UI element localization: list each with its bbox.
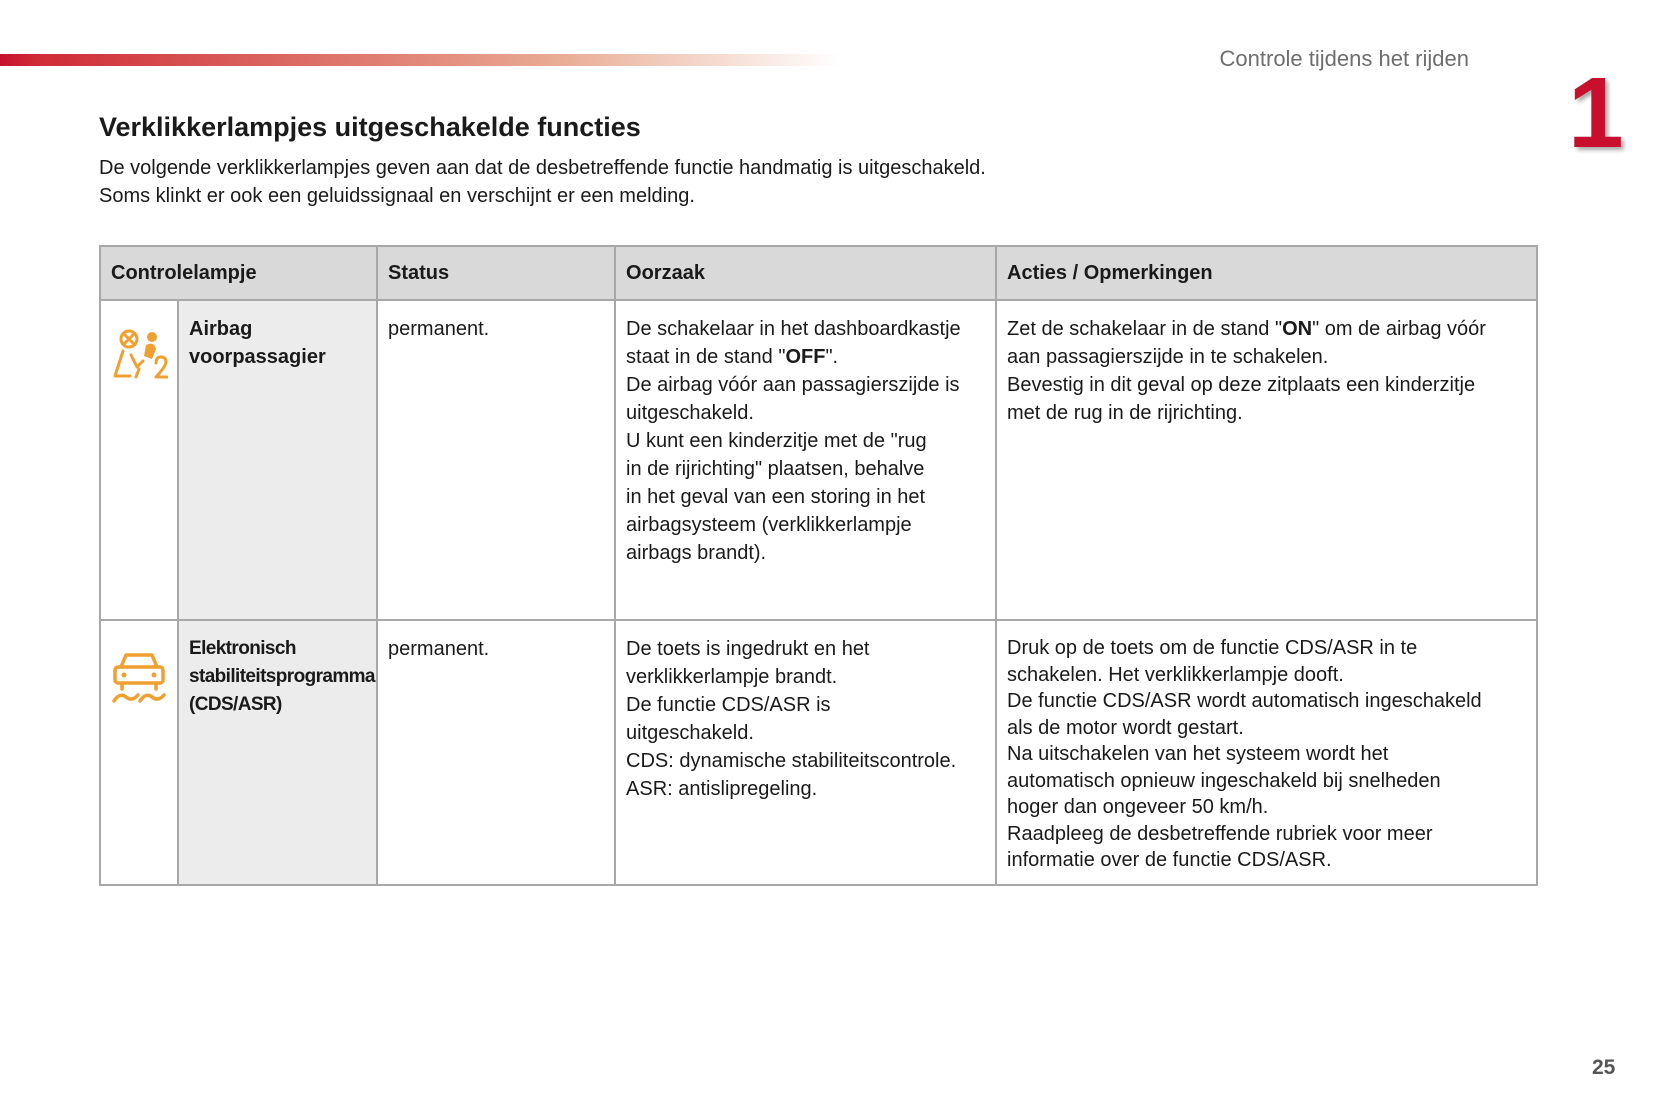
cause-text: staat in de stand " (626, 346, 786, 368)
icon-cell (100, 300, 178, 620)
cause-cell (615, 620, 996, 885)
cause-line: uitgeschakeld. (626, 722, 754, 744)
column-header-controlelampje: Controlelampje (100, 246, 377, 300)
lamp-name-line: stabiliteitsprogramma (189, 666, 375, 687)
action-line: Na uitschakelen van het systeem wordt het (1007, 743, 1389, 765)
action-line: automatisch opnieuw ingeschakeld bij snelheden (1007, 769, 1441, 792)
cause-line: De functie CDS/ASR is (626, 694, 831, 716)
action-line: schakelen. Het verklikkerlampje dooft. (1007, 663, 1344, 686)
warning-lamps-table (99, 245, 1538, 886)
cause-line (626, 343, 985, 371)
lamp-name-stability (178, 620, 377, 885)
cause-line: airbagsysteem (verklikkerlampje (626, 514, 912, 536)
off-label: OFF (785, 346, 826, 368)
actions-cell (996, 300, 1537, 620)
lamp-name-line: Airbag (189, 318, 253, 340)
action-line: hoger dan ongeveer 50 km/h. (1007, 796, 1269, 818)
cause-line: De toets is ingedrukt en het (626, 638, 870, 660)
intro-text (99, 154, 986, 210)
cause-line: in het geval van een storing in het (626, 486, 926, 508)
cause-line: CDS: dynamische stabiliteitscontrole. (626, 750, 957, 772)
lamp-name-line: voorpassagier (189, 346, 326, 368)
cause-line: airbags brandt). (626, 542, 767, 564)
action-line: aan passagierszijde in te schakelen. (1007, 346, 1329, 368)
column-header-oorzaak: Oorzaak (615, 246, 996, 300)
cause-cell (615, 300, 996, 620)
lamp-name-line: (CDS/ASR) (189, 694, 282, 715)
passenger-airbag-off-icon (110, 329, 168, 381)
action-line: met de rug in de rijrichting. (1007, 402, 1243, 424)
actions-cell (996, 620, 1537, 885)
action-line: als de motor wordt gestart. (1007, 716, 1244, 739)
section-title: Controle tijdens het rijden (1219, 46, 1469, 71)
column-header-status: Status (377, 246, 615, 300)
cause-line: De schakelaar in het dashboardkastje (626, 318, 961, 340)
table-row (100, 620, 1537, 885)
table-row (100, 300, 1537, 620)
cause-line: in de rijrichting" plaatsen, behalve (626, 458, 925, 480)
action-line: informatie over de functie CDS/ASR. (1007, 849, 1332, 871)
action-text: Zet de schakelaar in de stand " (1007, 318, 1283, 340)
stability-control-off-icon (110, 649, 168, 709)
chapter-number: 1 (1568, 57, 1624, 169)
icon-cell (100, 620, 178, 885)
lamp-name-airbag (178, 300, 377, 620)
column-header-acties: Acties / Opmerkingen (996, 246, 1537, 300)
status-cell: permanent. (377, 620, 615, 885)
cause-line: De airbag vóór aan passagierszijde is (626, 374, 960, 396)
table-header-row (100, 246, 1537, 300)
action-line: Raadpleeg de desbetreffende rubriek voor meer (1007, 822, 1433, 845)
action-line: Druk op de toets om de functie CDS/ASR in te (1007, 637, 1418, 659)
cause-line: U kunt een kinderzitje met de "rug (626, 430, 927, 452)
action-line (1007, 315, 1526, 343)
intro-line: Soms klinkt er ook een geluidssignaal en verschijnt er een melding. (99, 185, 695, 207)
header-accent-bar (0, 54, 840, 66)
lamp-name-line: Elektronisch (189, 638, 296, 659)
action-line: De functie CDS/ASR wordt automatisch ingeschakeld (1007, 690, 1482, 712)
cause-text: ". (825, 346, 839, 368)
page-heading: Verklikkerlampjes uitgeschakelde functies (99, 112, 641, 142)
action-text: " om de airbag vóór (1312, 318, 1486, 340)
cause-line: ASR: antislipregeling. (626, 778, 818, 800)
status-cell: permanent. (377, 300, 615, 620)
intro-line: De volgende verklikkerlampjes geven aan dat de desbetreffende functie handmatig is uitgeschakeld. (99, 157, 986, 179)
on-label: ON (1282, 318, 1313, 340)
page-number: 25 (1592, 1056, 1616, 1079)
cause-line: uitgeschakeld. (626, 402, 754, 424)
cause-line: verklikkerlampje brandt. (626, 666, 838, 688)
action-line: Bevestig in dit geval op deze zitplaats een kinderzitje (1007, 374, 1476, 396)
